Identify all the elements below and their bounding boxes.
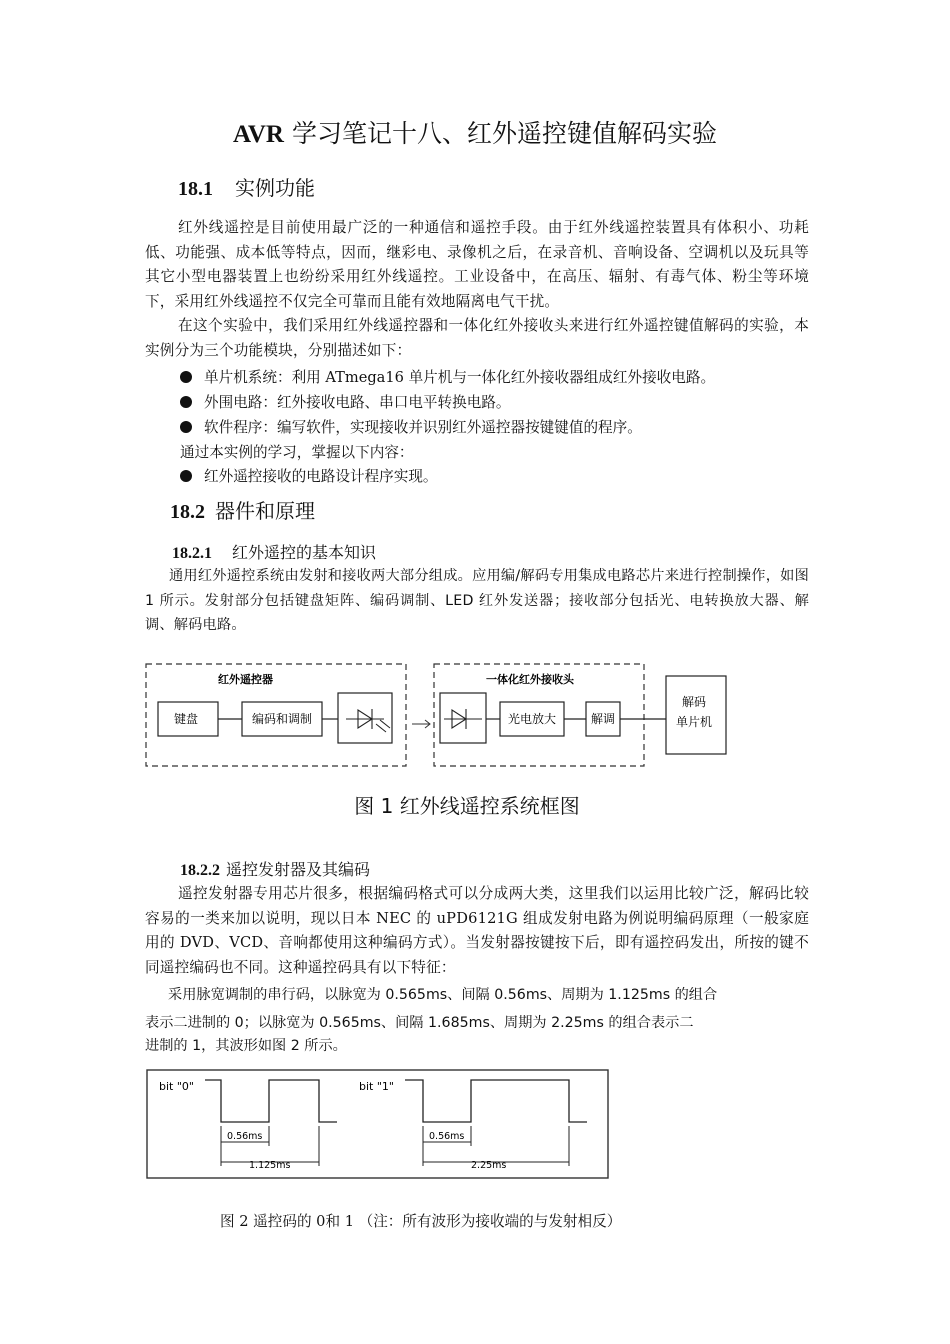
amp-label: 光电放大 xyxy=(508,712,557,726)
bullet-dot xyxy=(180,396,192,408)
section-title: 实例功能 xyxy=(235,176,315,200)
bullet-item: 单片机系统：利用 ATmega16 单片机与一体化红外接收器组成红外接收电路。 xyxy=(180,366,715,387)
section-18-2-2-heading xyxy=(180,857,370,880)
bit1-gap-label: 0.56ms xyxy=(429,1131,465,1142)
figure-1-diagram xyxy=(140,658,740,774)
section-number: 18.2 xyxy=(170,501,205,523)
pwm-line-1: 采用脉宽调制的串行码，以脉宽为 0.565ms、间隔 0.56ms、周期为 1.125ms 的组合 xyxy=(168,987,718,1003)
bullet-dot xyxy=(180,421,192,433)
signal-arrow-icon xyxy=(412,720,430,728)
bit1-wave xyxy=(405,1080,587,1122)
bit0-gap-label: 0.56ms xyxy=(227,1131,263,1142)
receiver-label: 一体化红外接收头 xyxy=(486,673,574,686)
led-block xyxy=(338,693,392,743)
bullet-dot xyxy=(180,371,192,383)
title-text: 学习笔记十八、红外遥控键值解码实验 xyxy=(284,119,717,148)
photodiode-icon xyxy=(444,709,482,729)
section-title: 遥控发射器及其编码 xyxy=(226,860,371,879)
led-icon xyxy=(346,709,390,732)
photodiode-block xyxy=(440,693,486,743)
figure-2-waveform xyxy=(145,1066,611,1180)
demod-label: 解调 xyxy=(591,712,616,726)
mcu-label: 单片机 xyxy=(676,715,713,729)
bullet-dot xyxy=(180,470,192,482)
bullet-item: 红外遥控接收的电路设计程序实现。 xyxy=(180,465,438,486)
section-title: 器件和原理 xyxy=(215,499,315,523)
section-title: 红外遥控的基本知识 xyxy=(232,543,377,562)
pwm-line-3: 进制的 1，其波形如图 2 所示。 xyxy=(145,1038,347,1054)
bit1-period-label: 2.25ms xyxy=(471,1160,507,1171)
document-title xyxy=(0,114,950,150)
learn-intro: 通过本实例的学习，掌握以下内容： xyxy=(180,444,414,461)
paragraph-experiment: 在这个实验中，我们采用红外线遥控器和一体化红外接收头来进行红外遥控键值解码的实验，本实例分为三个功能模块，分别描述如下： xyxy=(145,317,809,359)
bit1-label: bit "1" xyxy=(359,1080,394,1093)
bullet-item: 外围电路：红外接收电路、串口电平转换电路。 xyxy=(180,391,510,412)
figure-1-caption: 图 1 红外线遥控系统框图 xyxy=(354,794,580,818)
paragraph-encoding: 遥控发射器专用芯片很多，根据编码格式可以分成两大类，这里我们以运用比较广泛，解码比较容易的一类来加以说明，现以日本 NEC 的 uPD6121G 组成发射电路为例说明编码原理（一般家庭用的 DVD、VCD、音响都使用这种编码方式）。当发射器按键按下后，即有遥控码发出，所按的键不同遥控编码也不同。这种遥控码具有以下特征： xyxy=(145,885,809,976)
figure-2-caption: 图 2 遥控码的 0和 1 （注：所有波形为接收端的与发射相反） xyxy=(220,1213,622,1230)
section-18-2-heading xyxy=(170,495,315,524)
bullet-item: 软件程序：编写软件，实现接收并识别红外遥控器按键键值的程序。 xyxy=(180,416,642,437)
remote-label: 红外遥控器 xyxy=(218,673,273,686)
section-18-2-1-heading xyxy=(172,540,376,563)
section-number: 18.2.2 xyxy=(180,862,220,879)
bit0-label: bit "0" xyxy=(159,1080,194,1093)
section-number: 18.1 xyxy=(178,178,213,200)
bit0-wave xyxy=(205,1080,337,1122)
paragraph-intro: 红外线遥控是目前使用最广泛的一种通信和遥控手段。由于红外线遥控装置具有体积小、功耗低、功能强、成本低等特点，因而，继彩电、录像机之后，在录音机、音响设备、空调机以及玩具等其它小型电器装置上也纷纷采用红外线遥控。工业设备中，在高压、辐射、有毒气体、粉尘等环境下，采用红外线遥控不仅完全可靠而且能有效地隔离电气干扰。 xyxy=(145,219,809,310)
title-latin: AVR xyxy=(233,121,284,148)
decode-label: 解码 xyxy=(682,695,707,709)
bit0-period-label: 1.125ms xyxy=(249,1160,291,1171)
keyboard-label: 键盘 xyxy=(174,712,199,726)
section-18-1-heading xyxy=(178,172,315,201)
section-number: 18.2.1 xyxy=(172,545,212,562)
paragraph-system: 通用红外遥控系统由发射和接收两大部分组成。应用编/解码专用集成电路芯片来进行控制操作，如图 1 所示。发射部分包括键盘矩阵、编码调制、LED 红外发送器；接收部分包括光、电转换放大器、解调、解码电路。 xyxy=(145,568,809,633)
encode-label: 编码和调制 xyxy=(252,712,313,726)
pwm-line-2: 表示二进制的 0；以脉宽为 0.565ms、间隔 1.685ms、周期为 2.25ms 的组合表示二 xyxy=(145,1015,694,1031)
